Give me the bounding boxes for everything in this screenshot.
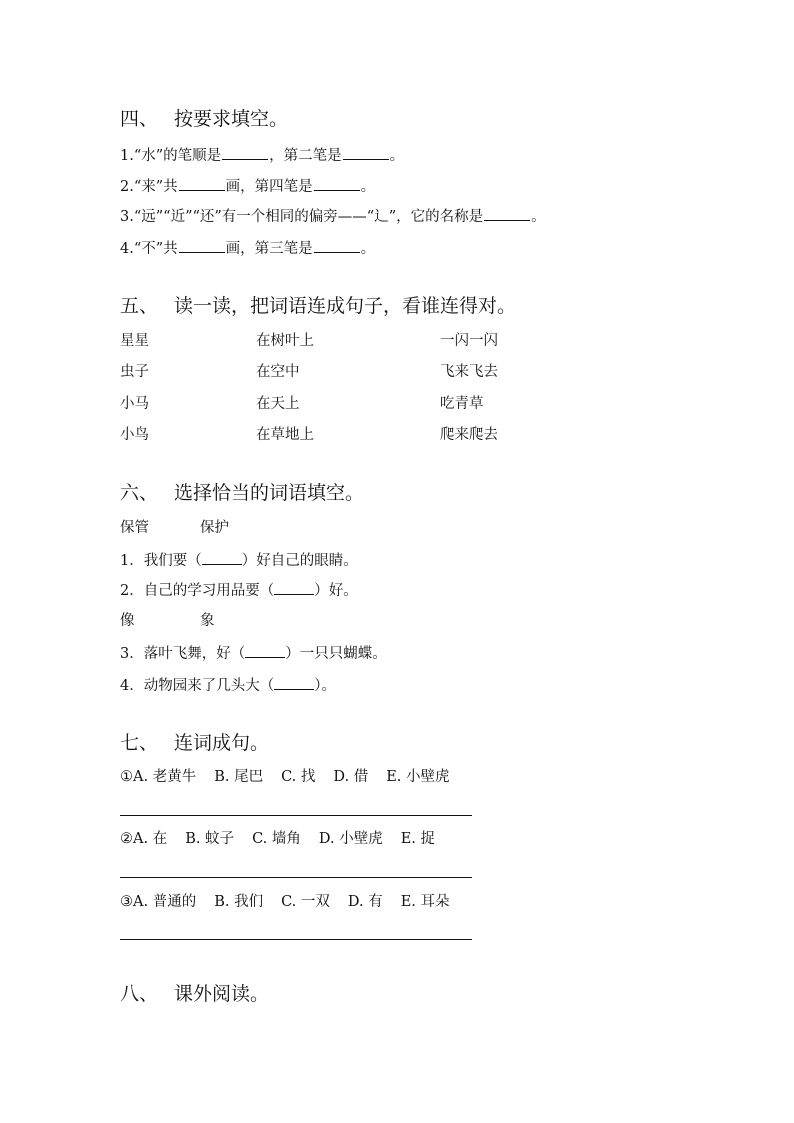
section7-number: 七、 bbox=[120, 732, 159, 754]
answer-write-line[interactable] bbox=[120, 877, 472, 878]
s6-q1-text-a: 1．我们要（ bbox=[120, 553, 202, 569]
s6-question-4 bbox=[120, 675, 336, 696]
section5-title: 读一读，把词语连成句子，看谁连得对。 bbox=[174, 295, 517, 317]
s5-col2-item[interactable]: 在空中 bbox=[256, 364, 300, 380]
answer-blank[interactable] bbox=[314, 238, 360, 253]
word-option: C. 找 bbox=[281, 769, 316, 785]
section5-heading bbox=[120, 294, 516, 318]
answer-blank[interactable] bbox=[484, 206, 530, 221]
word-option: E. 小壁虎 bbox=[386, 769, 450, 785]
section6-number: 六、 bbox=[120, 482, 159, 504]
word-option: D. 借 bbox=[333, 769, 369, 785]
answer-blank[interactable] bbox=[343, 145, 389, 160]
answer-blank[interactable] bbox=[245, 643, 285, 658]
s4-question-3 bbox=[120, 206, 546, 227]
s5-col3-item[interactable]: 一闪一闪 bbox=[440, 333, 498, 349]
s4-q1-text-b: ，第二笔是 bbox=[269, 148, 342, 164]
section7-heading bbox=[120, 731, 269, 755]
word-option: ①A. 老黄牛 bbox=[120, 769, 197, 785]
word-option: C. 墙角 bbox=[252, 831, 301, 847]
s4-q3-text-c: 。 bbox=[531, 209, 546, 225]
answer-write-line[interactable] bbox=[120, 939, 472, 940]
s7-question-1 bbox=[120, 767, 468, 787]
section4-title: 按要求填空。 bbox=[174, 108, 289, 130]
answer-write-line[interactable] bbox=[120, 815, 472, 816]
s5-col1-item[interactable]: 小马 bbox=[120, 396, 149, 412]
s5-col2-item[interactable]: 在树叶上 bbox=[256, 333, 314, 349]
s5-col1-item[interactable]: 虫子 bbox=[120, 364, 149, 380]
word-option: ③A. 普通的 bbox=[120, 894, 197, 910]
s4-q4-text-c: 。 bbox=[360, 241, 376, 257]
answer-blank[interactable] bbox=[222, 145, 268, 160]
s7-question-2 bbox=[120, 829, 453, 849]
s7-question-3 bbox=[120, 892, 468, 912]
s6-word-option: 保管 bbox=[120, 520, 149, 536]
s4-q2-text-c: 。 bbox=[360, 179, 376, 195]
section4-heading bbox=[120, 107, 288, 131]
section8-heading bbox=[120, 982, 269, 1006]
section6-title: 选择恰当的词语填空。 bbox=[174, 482, 365, 504]
s5-col1-item[interactable]: 星星 bbox=[120, 333, 149, 349]
s6-word-option: 保护 bbox=[200, 520, 229, 536]
s6-q4-text-a: 4．动物园来了几头大（ bbox=[120, 678, 275, 694]
s4-q2-text-b: 画，第四笔是 bbox=[225, 179, 313, 195]
s4-q2-text-a: 2.“来”共 bbox=[120, 179, 178, 195]
section8-number: 八、 bbox=[120, 983, 159, 1005]
s6-q4-text-b: ）。 bbox=[314, 678, 336, 694]
section4-number: 四、 bbox=[120, 108, 159, 130]
s4-question-4 bbox=[120, 238, 375, 259]
section8-title: 课外阅读。 bbox=[174, 983, 270, 1005]
answer-blank[interactable] bbox=[274, 580, 314, 595]
s6-q1-text-b: ）好自己的眼睛。 bbox=[241, 553, 358, 569]
answer-blank[interactable] bbox=[202, 550, 242, 565]
word-option: ②A. 在 bbox=[120, 831, 168, 847]
s6-word-option: 象 bbox=[200, 613, 215, 629]
s6-question-1 bbox=[120, 550, 358, 571]
s4-question-1 bbox=[120, 145, 404, 166]
s6-q3-text-a: 3．落叶飞舞，好（ bbox=[120, 646, 246, 662]
word-option: E. 捉 bbox=[400, 831, 436, 847]
s6-question-2 bbox=[120, 580, 358, 601]
section5-number: 五、 bbox=[120, 295, 159, 317]
word-option: B. 我们 bbox=[214, 894, 264, 910]
s4-q4-text-b: 画，第三笔是 bbox=[225, 241, 313, 257]
s4-q1-text-a: 1.“水”的笔顺是 bbox=[120, 148, 222, 164]
s6-q2-text-b: ）好。 bbox=[314, 583, 358, 599]
s6-word-option: 像 bbox=[120, 613, 135, 629]
s4-q1-text-c: 。 bbox=[389, 148, 405, 164]
word-option: B. 尾巴 bbox=[214, 769, 264, 785]
word-option: D. 小壁虎 bbox=[318, 831, 383, 847]
word-option: B. 蚊子 bbox=[185, 831, 235, 847]
s5-col3-item[interactable]: 吃青草 bbox=[440, 396, 484, 412]
s6-question-3 bbox=[120, 643, 387, 664]
s4-question-2 bbox=[120, 176, 375, 197]
word-option: C. 一双 bbox=[281, 894, 330, 910]
s5-col2-item[interactable]: 在草地上 bbox=[256, 427, 314, 443]
section7-title: 连词成句。 bbox=[174, 732, 270, 754]
answer-blank[interactable] bbox=[179, 238, 225, 253]
answer-blank[interactable] bbox=[314, 176, 360, 191]
s4-q3-text-a: 3.“远”“近”“还”有一个相同的偏旁——“辶”，它的名称是 bbox=[120, 209, 484, 225]
answer-blank[interactable] bbox=[179, 176, 225, 191]
s5-col2-item[interactable]: 在天上 bbox=[256, 396, 300, 412]
section6-heading bbox=[120, 481, 364, 505]
s6-q3-text-b: ）一只只蝴蝶。 bbox=[285, 646, 387, 662]
s5-col1-item[interactable]: 小鸟 bbox=[120, 427, 149, 443]
s4-q4-text-a: 4.“不”共 bbox=[120, 241, 178, 257]
word-option: E. 耳朵 bbox=[400, 894, 450, 910]
answer-blank[interactable] bbox=[274, 675, 314, 690]
s5-col3-item[interactable]: 爬来爬去 bbox=[440, 427, 498, 443]
s5-col3-item[interactable]: 飞来飞去 bbox=[440, 364, 498, 380]
word-option: D. 有 bbox=[347, 894, 383, 910]
s6-q2-text-a: 2．自己的学习用品要（ bbox=[120, 583, 275, 599]
